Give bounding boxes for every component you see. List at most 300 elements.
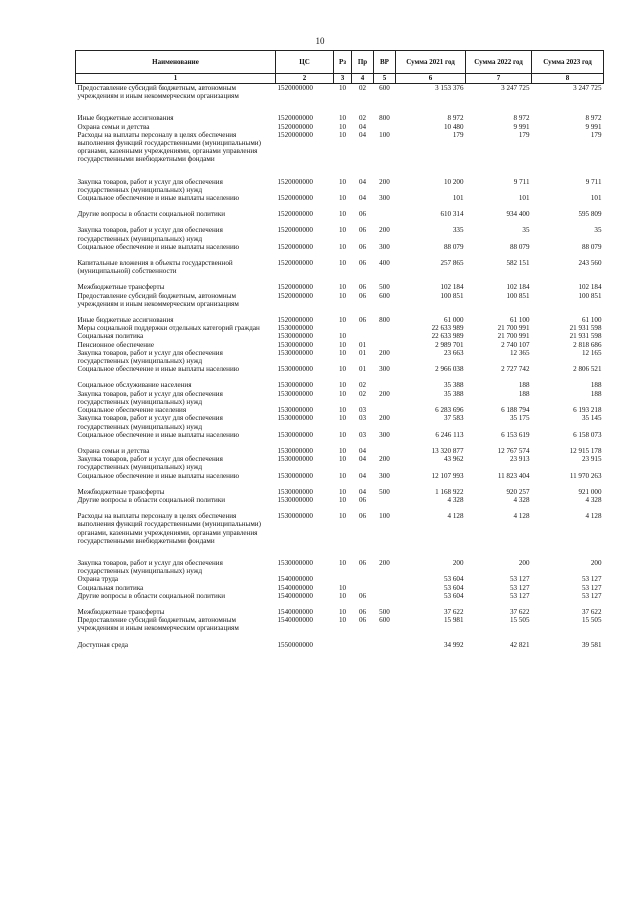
cell-pr: 04 xyxy=(358,455,367,464)
cell-sum-2021: 200 xyxy=(452,558,464,567)
cell-sum-2023: 12 915 178 xyxy=(569,446,602,455)
row-spacer-cell xyxy=(76,218,604,226)
cell-pr: 06 xyxy=(358,210,367,219)
header-sum-2022: Сумма 2022 год xyxy=(466,51,532,74)
cell-rz: 10 xyxy=(338,210,347,219)
row-spacer xyxy=(76,480,604,488)
header-cs: ЦС xyxy=(276,51,334,74)
cell-cs: 1520000000 xyxy=(277,259,313,268)
cell-rz xyxy=(334,324,352,332)
cell-cs: 1530000000 xyxy=(277,430,313,439)
cell-sum-2021: 100 851 xyxy=(440,291,464,300)
cell-sum-2021: 257 865 xyxy=(440,259,464,268)
cell-cs: 1530000000 xyxy=(277,487,313,496)
cell-vr: 800 xyxy=(379,114,390,123)
cell-sum-2021: 22 633 989 xyxy=(431,332,464,341)
table-row xyxy=(76,472,604,480)
table-row xyxy=(76,512,604,545)
row-spacer xyxy=(76,164,604,178)
cell-vr: 100 xyxy=(379,130,390,139)
cell-vr xyxy=(374,641,396,649)
cell-sum-2023: 6 158 073 xyxy=(573,430,602,439)
cell-pr: 06 xyxy=(358,495,367,504)
table-row xyxy=(76,341,604,349)
cell-pr: 02 xyxy=(358,381,367,390)
cell-rz: 10 xyxy=(338,130,347,139)
cell-sum-2023: 8 972 xyxy=(585,114,602,123)
cell-sum-2021: 2 989 701 xyxy=(435,340,464,349)
table-row xyxy=(76,641,604,649)
table-row xyxy=(76,259,604,275)
cell-name: Расходы на выплаты персоналу в целях обеспечения выполнения функций государственными (муниципальными) органами, казенными учреждениями, органами управления государственными внебюджетными фондами xyxy=(77,130,261,164)
cell-sum-2023: 88 079 xyxy=(581,242,602,251)
table-row xyxy=(76,332,604,340)
cell-sum-2022: 21 700 991 xyxy=(497,324,530,333)
cell-rz: 10 xyxy=(338,177,347,186)
row-spacer-cell xyxy=(76,504,604,512)
cell-sum-2021: 2 966 038 xyxy=(435,365,464,374)
table-row xyxy=(76,616,604,632)
cell-rz: 10 xyxy=(338,381,347,390)
cell-sum-2022: 53 127 xyxy=(509,575,530,584)
cell-rz: 10 xyxy=(338,446,347,455)
cell-sum-2021: 88 079 xyxy=(443,242,464,251)
table-row xyxy=(76,283,604,291)
cell-name: Социальное обеспечение и иные выплаты населению xyxy=(77,194,240,203)
cell-sum-2023: 53 127 xyxy=(581,583,602,592)
cell-cs: 1550000000 xyxy=(277,640,313,649)
cell-rz: 10 xyxy=(338,365,347,374)
cell-name: Предоставление субсидий бюджетным, автономным учреждениям и иным некоммерческим организациям xyxy=(77,84,239,101)
cell-name: Межбюджетные трансферты xyxy=(77,487,165,496)
cell-sum-2023: 9 991 xyxy=(585,122,602,131)
cell-pr: 06 xyxy=(358,242,367,251)
cell-name: Закупка товаров, работ и услуг для обеспечения государственных (муниципальных) нужд xyxy=(77,226,223,243)
table-row xyxy=(76,226,604,242)
cell-cs: 1520000000 xyxy=(277,283,313,292)
cell-sum-2021: 37 583 xyxy=(443,414,464,423)
cell-cs: 1540000000 xyxy=(277,575,313,584)
cell-sum-2021: 610 314 xyxy=(440,210,464,219)
row-spacer xyxy=(76,600,604,608)
table-row xyxy=(76,365,604,373)
table-row xyxy=(76,447,604,455)
cell-name: Закупка товаров, работ и услуг для обеспечения государственных (муниципальных) нужд xyxy=(77,455,223,472)
cell-name: Меры социальной поддержки отдельных категорий граждан xyxy=(77,324,260,333)
cell-pr: 03 xyxy=(358,430,367,439)
cell-name: Социальное обеспечение населения xyxy=(77,406,187,415)
cell-sum-2023: 21 931 598 xyxy=(569,324,602,333)
cell-vr: 200 xyxy=(379,389,390,398)
header-vr: ВР xyxy=(374,51,396,74)
cell-sum-2022: 11 823 404 xyxy=(497,471,530,480)
table-row xyxy=(76,488,604,496)
header-pr: Пр xyxy=(352,51,374,74)
cell-sum-2022: 101 xyxy=(518,194,530,203)
cell-vr xyxy=(374,123,396,131)
cell-rz: 10 xyxy=(338,114,347,123)
cell-pr: 04 xyxy=(358,471,367,480)
row-spacer-cell xyxy=(76,202,604,210)
cell-sum-2021: 35 388 xyxy=(443,389,464,398)
row-spacer xyxy=(76,218,604,226)
cell-vr xyxy=(374,447,396,455)
cell-name: Другие вопросы в области социальной политики xyxy=(77,591,226,600)
cell-sum-2021: 61 000 xyxy=(443,316,464,325)
column-number: 1 xyxy=(76,74,276,84)
table-row xyxy=(76,84,604,101)
table-row xyxy=(76,131,604,164)
cell-rz: 10 xyxy=(338,389,347,398)
cell-sum-2023: 37 622 xyxy=(581,607,602,616)
cell-sum-2023: 35 145 xyxy=(581,414,602,423)
cell-name: Межбюджетные трансферты xyxy=(77,283,165,292)
cell-sum-2023: 12 165 xyxy=(581,348,602,357)
cell-vr xyxy=(374,575,396,583)
cell-sum-2023: 179 xyxy=(590,130,602,139)
cell-pr: 04 xyxy=(358,130,367,139)
cell-sum-2022: 88 079 xyxy=(509,242,530,251)
cell-cs: 1530000000 xyxy=(277,406,313,415)
cell-cs: 1520000000 xyxy=(277,130,313,139)
table-row xyxy=(76,381,604,389)
cell-pr xyxy=(352,332,374,340)
cell-rz: 10 xyxy=(338,616,347,625)
cell-sum-2021: 1 168 922 xyxy=(435,487,464,496)
row-spacer xyxy=(76,633,604,641)
table-row xyxy=(76,123,604,131)
row-spacer xyxy=(76,504,604,512)
row-spacer-cell xyxy=(76,545,604,559)
cell-sum-2022: 100 851 xyxy=(506,291,530,300)
table-row xyxy=(76,431,604,439)
cell-rz: 10 xyxy=(338,194,347,203)
cell-sum-2021: 35 388 xyxy=(443,381,464,390)
row-spacer xyxy=(76,202,604,210)
cell-name: Социальное обеспечение и иные выплаты населению xyxy=(77,430,240,439)
cell-sum-2022: 4 128 xyxy=(513,512,530,521)
cell-cs: 1530000000 xyxy=(277,558,313,567)
cell-cs: 1540000000 xyxy=(277,616,313,625)
cell-sum-2023: 53 127 xyxy=(581,575,602,584)
cell-sum-2023: 35 xyxy=(594,226,602,235)
cell-pr: 02 xyxy=(358,114,367,123)
cell-sum-2022: 934 400 xyxy=(506,210,530,219)
cell-sum-2021: 43 962 xyxy=(443,455,464,464)
cell-cs: 1530000000 xyxy=(277,495,313,504)
cell-sum-2023: 15 505 xyxy=(581,616,602,625)
table-row xyxy=(76,414,604,430)
cell-cs: 1530000000 xyxy=(277,455,313,464)
cell-cs: 1520000000 xyxy=(277,122,313,131)
cell-sum-2023: 21 931 598 xyxy=(569,332,602,341)
cell-vr: 600 xyxy=(379,84,390,92)
table-row xyxy=(76,592,604,600)
cell-sum-2021: 23 663 xyxy=(443,348,464,357)
row-spacer xyxy=(76,439,604,447)
cell-sum-2021: 34 992 xyxy=(443,640,464,649)
cell-sum-2023: 9 711 xyxy=(585,177,602,186)
row-spacer xyxy=(76,373,604,381)
header-sum-2021: Сумма 2021 год xyxy=(396,51,466,74)
cell-rz xyxy=(334,575,352,583)
row-spacer xyxy=(76,545,604,559)
cell-cs: 1530000000 xyxy=(277,414,313,423)
row-spacer-cell xyxy=(76,251,604,259)
row-spacer-cell xyxy=(76,100,604,114)
cell-pr: 03 xyxy=(358,406,367,415)
cell-pr: 03 xyxy=(358,414,367,423)
cell-rz: 10 xyxy=(338,558,347,567)
cell-cs: 1520000000 xyxy=(277,291,313,300)
cell-cs: 1530000000 xyxy=(277,365,313,374)
cell-vr: 200 xyxy=(379,177,390,186)
cell-sum-2021: 22 633 989 xyxy=(431,324,464,333)
header-name: Наименование xyxy=(76,51,276,74)
cell-name: Социальное обслуживание населения xyxy=(77,381,192,390)
cell-name: Капитальные вложения в объекты государственной (муниципальной) собственности xyxy=(77,259,233,276)
cell-sum-2022: 102 184 xyxy=(506,283,530,292)
cell-sum-2023: 101 xyxy=(590,194,602,203)
cell-sum-2021: 6 283 696 xyxy=(435,406,464,415)
cell-rz: 10 xyxy=(338,332,347,341)
cell-pr: 06 xyxy=(358,616,367,625)
row-spacer-cell xyxy=(76,480,604,488)
cell-sum-2022: 37 622 xyxy=(509,607,530,616)
cell-rz: 10 xyxy=(338,414,347,423)
table-row xyxy=(76,390,604,406)
cell-sum-2023: 39 581 xyxy=(581,640,602,649)
cell-cs: 1530000000 xyxy=(277,340,313,349)
cell-sum-2023: 11 970 263 xyxy=(569,471,602,480)
cell-pr: 01 xyxy=(358,340,367,349)
cell-cs: 1530000000 xyxy=(277,471,313,480)
header-sum-2023: Сумма 2023 год xyxy=(532,51,604,74)
cell-cs: 1520000000 xyxy=(277,84,313,92)
cell-rz xyxy=(334,641,352,649)
cell-sum-2022: 6 188 794 xyxy=(501,406,530,415)
cell-vr: 600 xyxy=(379,616,390,625)
row-spacer-cell xyxy=(76,308,604,316)
cell-name: Закупка товаров, работ и услуг для обеспечения государственных (муниципальных) нужд xyxy=(77,389,223,406)
cell-name: Охрана семьи и детства xyxy=(77,122,150,131)
cell-sum-2022: 53 127 xyxy=(509,591,530,600)
cell-sum-2021: 53 604 xyxy=(443,575,464,584)
cell-vr: 500 xyxy=(379,607,390,616)
cell-sum-2021: 10 480 xyxy=(443,122,464,131)
cell-rz: 10 xyxy=(338,512,347,521)
cell-sum-2021: 15 981 xyxy=(443,616,464,625)
cell-name: Предоставление субсидий бюджетным, автономным учреждениям и иным некоммерческим организациям xyxy=(77,616,239,633)
cell-cs: 1520000000 xyxy=(277,316,313,325)
cell-pr: 06 xyxy=(358,512,367,521)
cell-pr: 06 xyxy=(358,226,367,235)
cell-sum-2023: 100 851 xyxy=(578,291,602,300)
cell-sum-2023: 61 100 xyxy=(581,316,602,325)
cell-rz: 10 xyxy=(338,226,347,235)
cell-vr xyxy=(374,210,396,218)
cell-sum-2022: 200 xyxy=(518,558,530,567)
cell-rz: 10 xyxy=(338,291,347,300)
cell-rz: 10 xyxy=(338,430,347,439)
cell-rz: 10 xyxy=(338,348,347,357)
cell-pr: 02 xyxy=(358,389,367,398)
row-spacer xyxy=(76,308,604,316)
cell-name: Другие вопросы в области социальной политики xyxy=(77,495,226,504)
cell-sum-2023: 6 193 218 xyxy=(573,406,602,415)
cell-sum-2021: 4 128 xyxy=(447,512,464,521)
cell-name: Закупка товаров, работ и услуг для обеспечения государственных (муниципальных) нужд xyxy=(77,177,223,194)
column-number-row xyxy=(76,74,604,84)
cell-sum-2022: 23 913 xyxy=(509,455,530,464)
cell-pr xyxy=(352,575,374,583)
table-row xyxy=(76,575,604,583)
cell-pr: 01 xyxy=(358,348,367,357)
table-body xyxy=(76,84,604,649)
cell-cs: 1530000000 xyxy=(277,348,313,357)
column-number: 4 xyxy=(352,74,374,84)
cell-sum-2021: 102 184 xyxy=(440,283,464,292)
cell-sum-2023: 23 915 xyxy=(581,455,602,464)
cell-cs: 1530000000 xyxy=(277,446,313,455)
cell-name: Закупка товаров, работ и услуг для обеспечения государственных (муниципальных) нужд xyxy=(77,414,223,431)
cell-sum-2022: 582 151 xyxy=(506,259,530,268)
row-spacer-cell xyxy=(76,600,604,608)
table-row xyxy=(76,584,604,592)
cell-sum-2022: 2 740 107 xyxy=(501,340,530,349)
table-row xyxy=(76,292,604,308)
table-row xyxy=(76,243,604,251)
table-row xyxy=(76,455,604,471)
column-number: 8 xyxy=(532,74,604,84)
cell-sum-2023: 4 128 xyxy=(585,512,602,521)
cell-rz: 10 xyxy=(338,84,347,92)
cell-cs: 1530000000 xyxy=(277,512,313,521)
cell-name: Другие вопросы в области социальной политики xyxy=(77,210,226,219)
cell-vr: 600 xyxy=(379,291,390,300)
cell-sum-2022: 53 127 xyxy=(509,583,530,592)
row-spacer-cell xyxy=(76,164,604,178)
cell-name: Пенсионное обеспечение xyxy=(77,340,154,349)
cell-rz: 10 xyxy=(338,283,347,292)
cell-name: Социальное обеспечение и иные выплаты населению xyxy=(77,242,240,251)
cell-sum-2023: 2 818 686 xyxy=(573,340,602,349)
cell-vr: 300 xyxy=(379,430,390,439)
table-row xyxy=(76,559,604,575)
cell-vr xyxy=(374,406,396,414)
cell-name: Социальная политика xyxy=(77,583,144,592)
cell-name: Охрана труда xyxy=(77,575,119,584)
cell-sum-2022: 12 767 574 xyxy=(497,446,530,455)
cell-sum-2022: 35 xyxy=(522,226,530,235)
cell-sum-2022: 61 100 xyxy=(509,316,530,325)
column-number: 2 xyxy=(276,74,334,84)
cell-vr: 300 xyxy=(379,365,390,374)
cell-sum-2022: 12 365 xyxy=(509,348,530,357)
table-row xyxy=(76,349,604,365)
cell-name: Социальное обеспечение и иные выплаты населению xyxy=(77,365,240,374)
cell-cs: 1520000000 xyxy=(277,242,313,251)
cell-vr: 300 xyxy=(379,242,390,251)
cell-name: Доступная среда xyxy=(77,640,129,649)
cell-name: Социальное обеспечение и иные выплаты населению xyxy=(77,471,240,480)
cell-vr: 200 xyxy=(379,414,390,423)
cell-vr xyxy=(374,496,396,504)
cell-sum-2022: 8 972 xyxy=(513,114,530,123)
cell-sum-2023: 53 127 xyxy=(581,591,602,600)
header-rz: Рз xyxy=(334,51,352,74)
row-spacer-cell xyxy=(76,275,604,283)
cell-sum-2021: 53 604 xyxy=(443,583,464,592)
cell-pr: 04 xyxy=(358,194,367,203)
cell-sum-2022: 6 153 619 xyxy=(501,430,530,439)
cell-sum-2022: 4 328 xyxy=(513,495,530,504)
column-number: 6 xyxy=(396,74,466,84)
row-spacer-cell xyxy=(76,633,604,641)
cell-rz: 10 xyxy=(338,591,347,600)
cell-sum-2021: 37 622 xyxy=(443,607,464,616)
cell-sum-2021: 8 972 xyxy=(447,114,464,123)
row-spacer xyxy=(76,275,604,283)
cell-sum-2021: 179 xyxy=(452,130,464,139)
table-row xyxy=(76,496,604,504)
cell-vr: 500 xyxy=(379,283,390,292)
table-row xyxy=(76,406,604,414)
cell-name: Социальная политика xyxy=(77,332,144,341)
cell-rz: 10 xyxy=(338,340,347,349)
column-number: 5 xyxy=(374,74,396,84)
cell-sum-2021: 3 153 376 xyxy=(435,84,464,92)
cell-pr xyxy=(352,584,374,592)
row-spacer xyxy=(76,251,604,259)
cell-sum-2022: 21 700 991 xyxy=(497,332,530,341)
cell-vr xyxy=(374,584,396,592)
cell-pr: 06 xyxy=(358,316,367,325)
cell-sum-2022: 3 247 725 xyxy=(501,84,530,92)
cell-cs: 1530000000 xyxy=(277,332,313,341)
cell-sum-2021: 4 328 xyxy=(447,495,464,504)
cell-vr: 800 xyxy=(379,316,390,325)
cell-name: Иные бюджетные ассигнования xyxy=(77,316,174,325)
cell-sum-2022: 35 175 xyxy=(509,414,530,423)
cell-sum-2023: 188 xyxy=(590,389,602,398)
cell-rz: 10 xyxy=(338,471,347,480)
budget-table xyxy=(75,50,604,649)
cell-sum-2021: 12 107 993 xyxy=(431,471,464,480)
cell-sum-2023: 188 xyxy=(590,381,602,390)
cell-vr xyxy=(374,341,396,349)
cell-pr: 06 xyxy=(358,291,367,300)
cell-sum-2022: 2 727 742 xyxy=(501,365,530,374)
row-spacer xyxy=(76,100,604,114)
cell-sum-2021: 13 320 877 xyxy=(431,446,464,455)
column-number: 3 xyxy=(334,74,352,84)
table-row xyxy=(76,210,604,218)
cell-rz: 10 xyxy=(338,259,347,268)
cell-rz: 10 xyxy=(338,583,347,592)
cell-rz: 10 xyxy=(338,242,347,251)
table-row xyxy=(76,114,604,122)
cell-name: Предоставление субсидий бюджетным, автономным учреждениям и иным некоммерческим организациям xyxy=(77,291,239,308)
column-number: 7 xyxy=(466,74,532,84)
cell-pr: 04 xyxy=(358,446,367,455)
cell-sum-2022: 188 xyxy=(518,381,530,390)
cell-name: Охрана семьи и детства xyxy=(77,446,150,455)
cell-name: Расходы на выплаты персоналу в целях обеспечения выполнения функций государственными (муниципальными) органами, казенными учреждениями, органами управления государственными внебюджетными фондами xyxy=(77,512,261,545)
row-spacer-cell xyxy=(76,373,604,381)
cell-sum-2023: 243 560 xyxy=(578,259,602,268)
cell-vr xyxy=(374,381,396,389)
